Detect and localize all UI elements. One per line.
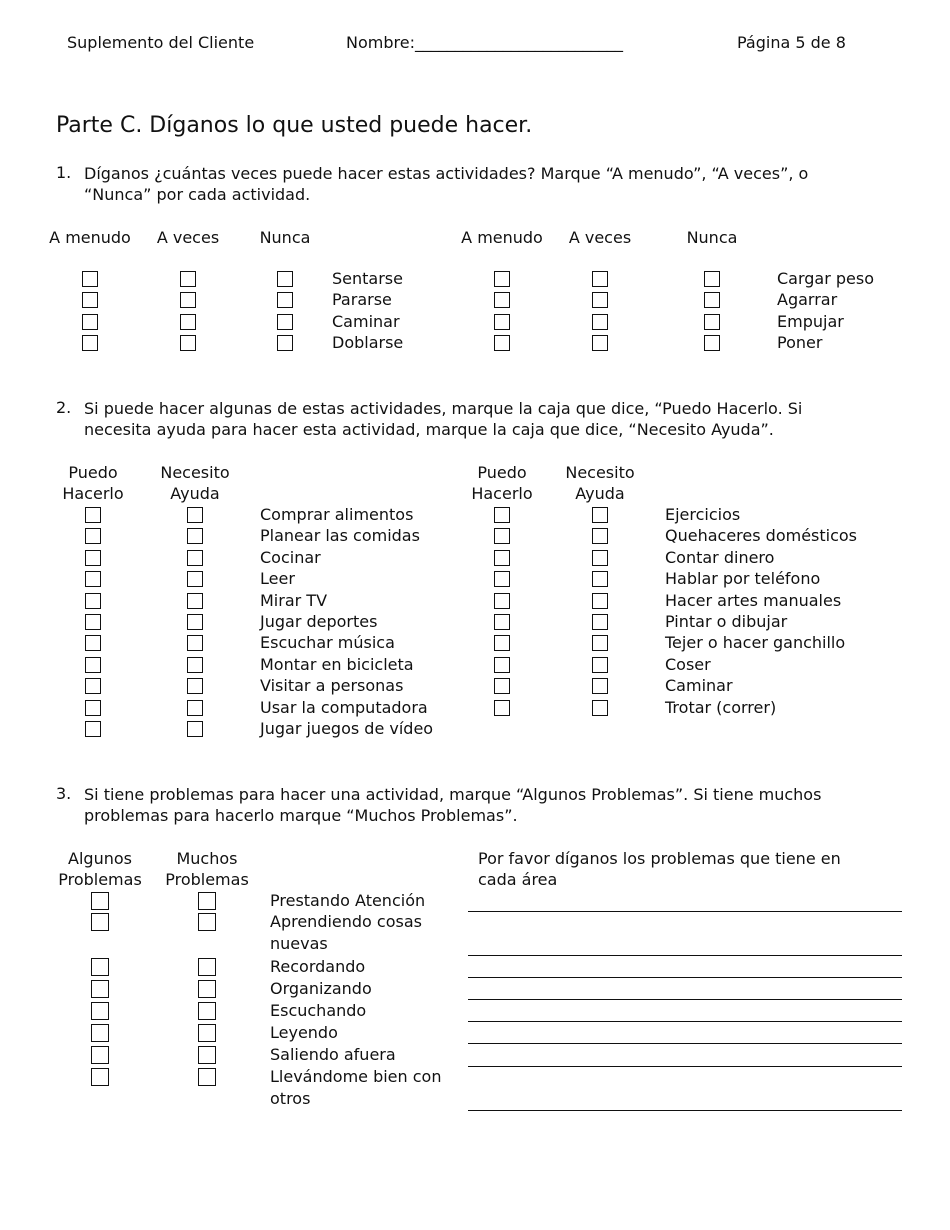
q3-activity-label: Prestando Atención: [270, 891, 426, 910]
answer-line[interactable]: [468, 1021, 902, 1022]
q1-activity-label: Sentarse: [332, 269, 403, 288]
q1-checkbox[interactable]: [277, 335, 293, 351]
q3-checkbox[interactable]: [91, 1046, 109, 1064]
header-form-title: Suplemento del Cliente: [67, 33, 255, 52]
q2-checkbox[interactable]: [494, 614, 510, 630]
q1-checkbox[interactable]: [180, 292, 196, 308]
q1-number: 1.: [56, 163, 72, 182]
q3-activity-label: Recordando: [270, 957, 366, 976]
q2-activity-label: Planear las comidas: [260, 526, 420, 546]
q2-checkbox[interactable]: [85, 507, 101, 523]
q2-checkbox[interactable]: [187, 700, 203, 716]
q2-activity-label: Hablar por teléfono: [665, 569, 821, 589]
q2-checkbox[interactable]: [494, 528, 510, 544]
answer-line[interactable]: [468, 955, 902, 956]
q1-checkbox[interactable]: [180, 314, 196, 330]
q2-checkbox[interactable]: [85, 700, 101, 716]
q2-checkbox[interactable]: [187, 721, 203, 737]
q2-checkbox[interactable]: [187, 657, 203, 673]
q3-checkbox[interactable]: [198, 980, 216, 998]
answer-line[interactable]: [468, 1066, 902, 1067]
q2-checkbox[interactable]: [494, 507, 510, 523]
q1-checkbox[interactable]: [277, 314, 293, 330]
q2-checkbox[interactable]: [592, 657, 608, 673]
q1-checkbox[interactable]: [82, 292, 98, 308]
answer-line[interactable]: [468, 999, 902, 1000]
q3-checkbox[interactable]: [198, 1024, 216, 1042]
header-name-label: Nombre:: [346, 33, 415, 52]
q3-text: Si tiene problemas para hacer una actividad, marque “Algunos Problemas”. Si tiene muchos problemas para hacerlo marque “Muchos Problemas”.: [84, 785, 822, 825]
q2-activity-label: Pintar o dibujar: [665, 612, 788, 631]
q2-checkbox[interactable]: [592, 571, 608, 587]
q2-activity-label: Coser: [665, 654, 711, 674]
q1-activity-label: Doblarse: [332, 332, 404, 352]
answer-line[interactable]: [468, 911, 902, 912]
q1-activity-label: Agarrar: [777, 290, 838, 310]
q2-checkbox[interactable]: [85, 614, 101, 630]
q2-checkbox[interactable]: [494, 550, 510, 566]
q2-activity-label: Trotar (correr): [665, 697, 777, 717]
q2-checkbox[interactable]: [494, 700, 510, 716]
q1-checkbox[interactable]: [180, 271, 196, 287]
q2-column-header: Puedo Hacerlo: [62, 463, 124, 503]
q2-checkbox[interactable]: [187, 550, 203, 566]
q2-column-header: Necesito Ayuda: [565, 463, 635, 503]
q2-activity-label: Visitar a personas: [260, 676, 404, 696]
q2-checkbox[interactable]: [494, 593, 510, 609]
q2-checkbox[interactable]: [187, 635, 203, 651]
header-page-number: Página 5 de 8: [737, 33, 846, 52]
q1-checkbox[interactable]: [704, 271, 720, 287]
q2-activity-label: Jugar juegos de vídeo: [260, 719, 434, 738]
q2-checkbox[interactable]: [187, 593, 203, 609]
q2-activity-label: Comprar alimentos: [260, 505, 414, 524]
header-name-blank[interactable]: __________________________: [414, 33, 623, 52]
q3-checkbox[interactable]: [198, 1002, 216, 1020]
q2-checkbox[interactable]: [592, 635, 608, 651]
q2-checkbox[interactable]: [85, 678, 101, 694]
q2-checkbox[interactable]: [592, 550, 608, 566]
q2-checkbox[interactable]: [592, 614, 608, 630]
q3-prompt: Por favor díganos los problemas que tiene en cada área: [478, 849, 841, 889]
q2-checkbox[interactable]: [187, 614, 203, 630]
q3-activity-label: Leyendo: [270, 1023, 338, 1042]
q3-checkbox[interactable]: [91, 1024, 109, 1042]
q2-checkbox[interactable]: [187, 528, 203, 544]
q3-checkbox[interactable]: [91, 958, 109, 976]
q2-activity-label: Tejer o hacer ganchillo: [665, 633, 846, 653]
q3-checkbox[interactable]: [91, 1068, 109, 1086]
q1-column-header: A veces: [568, 228, 632, 247]
q3-checkbox[interactable]: [91, 913, 109, 931]
q2-checkbox[interactable]: [592, 678, 608, 694]
q1-activity-label: Pararse: [332, 290, 392, 310]
q1-checkbox[interactable]: [82, 271, 98, 287]
q2-checkbox[interactable]: [592, 700, 608, 716]
q2-number: 2.: [56, 398, 72, 417]
q2-activity-label: Caminar: [665, 676, 733, 696]
q1-column-header: A menudo: [49, 228, 131, 247]
q1-checkbox[interactable]: [704, 335, 720, 351]
q2-activity-label: Leer: [260, 569, 295, 589]
q1-checkbox[interactable]: [277, 271, 293, 287]
q2-checkbox[interactable]: [85, 571, 101, 587]
q1-checkbox[interactable]: [82, 335, 98, 351]
q2-checkbox[interactable]: [187, 507, 203, 523]
q1-column-header: Nunca: [686, 228, 738, 247]
q2-activity-label: Hacer artes manuales: [665, 590, 842, 610]
q2-checkbox[interactable]: [85, 635, 101, 651]
q2-activity-label: Usar la computadora: [260, 697, 428, 717]
q2-activity-label: Cocinar: [260, 547, 321, 567]
q1-text: Díganos ¿cuántas veces puede hacer estas actividades? Marque “A menudo”, “A veces”, o “Nunca” por cada actividad.: [84, 164, 809, 204]
q3-checkbox[interactable]: [198, 1068, 216, 1086]
q3-activity-label: Llevándome bien con otros: [270, 1067, 442, 1108]
q3-activity-label: Escuchando: [270, 1001, 367, 1020]
q2-activity-label: Quehaceres domésticos: [665, 526, 858, 546]
q1-activity-label: Poner: [777, 332, 823, 352]
q2-activity-label: Jugar deportes: [260, 612, 378, 631]
section-title: Parte C. Díganos lo que usted puede hacer.: [56, 113, 533, 138]
q3-activity-label: Organizando: [270, 979, 372, 998]
q2-checkbox[interactable]: [592, 593, 608, 609]
q1-checkbox[interactable]: [494, 314, 510, 330]
q2-checkbox[interactable]: [187, 571, 203, 587]
q2-checkbox[interactable]: [187, 678, 203, 694]
q2-checkbox[interactable]: [494, 678, 510, 694]
q1-column-header: Nunca: [259, 228, 311, 247]
q2-text: Si puede hacer algunas de estas actividades, marque la caja que dice, “Puedo Hacerlo. Si necesita ayuda para hacer esta actividad, marque la caja que dice, “Necesito Ayuda”.: [84, 399, 803, 439]
q2-checkbox[interactable]: [85, 593, 101, 609]
q2-checkbox[interactable]: [85, 657, 101, 673]
q2-column-header: Puedo Hacerlo: [471, 463, 533, 503]
q2-checkbox[interactable]: [85, 721, 101, 737]
q3-checkbox[interactable]: [198, 913, 216, 931]
q2-column-header: Necesito Ayuda: [160, 463, 230, 503]
q2-checkbox[interactable]: [85, 550, 101, 566]
q3-checkbox[interactable]: [91, 1002, 109, 1020]
q1-checkbox[interactable]: [494, 335, 510, 351]
q1-checkbox[interactable]: [592, 335, 608, 351]
q3-column-header: Muchos Problemas: [165, 849, 249, 889]
q1-checkbox[interactable]: [180, 335, 196, 351]
q3-column-header: Algunos Problemas: [58, 849, 142, 889]
q2-checkbox[interactable]: [592, 507, 608, 523]
q1-checkbox[interactable]: [494, 271, 510, 287]
q1-checkbox[interactable]: [277, 292, 293, 308]
q2-checkbox[interactable]: [494, 657, 510, 673]
answer-line[interactable]: [468, 977, 902, 978]
q3-activity-label: Aprendiendo cosas nuevas: [270, 912, 422, 953]
q1-activity-label: Empujar: [777, 311, 844, 331]
q2-activity-label: Escuchar música: [260, 633, 395, 653]
q2-checkbox[interactable]: [494, 571, 510, 587]
q2-activity-label: Montar en bicicleta: [260, 654, 414, 674]
answer-line[interactable]: [468, 1110, 902, 1111]
q2-checkbox[interactable]: [85, 528, 101, 544]
header-name-field[interactable]: [346, 33, 623, 52]
q1-checkbox[interactable]: [494, 292, 510, 308]
q2-activity-label: Contar dinero: [665, 547, 775, 567]
q3-number: 3.: [56, 784, 72, 803]
q1-checkbox[interactable]: [82, 314, 98, 330]
q3-checkbox[interactable]: [198, 892, 216, 910]
q1-activity-label: Caminar: [332, 311, 400, 331]
q2-activity-label: Mirar TV: [260, 590, 328, 610]
q3-checkbox[interactable]: [198, 958, 216, 976]
q3-checkbox[interactable]: [91, 892, 109, 910]
q1-checkbox[interactable]: [704, 314, 720, 330]
q1-checkbox[interactable]: [592, 314, 608, 330]
q2-activity-label: Ejercicios: [665, 505, 741, 524]
q3-checkbox[interactable]: [91, 980, 109, 998]
q1-checkbox[interactable]: [704, 292, 720, 308]
q3-checkbox[interactable]: [198, 1046, 216, 1064]
q1-activity-label: Cargar peso: [777, 269, 875, 288]
q3-activity-label: Saliendo afuera: [270, 1045, 396, 1064]
q1-column-header: A veces: [156, 228, 220, 247]
q2-checkbox[interactable]: [494, 635, 510, 651]
answer-line[interactable]: [468, 1043, 902, 1044]
q1-checkbox[interactable]: [592, 271, 608, 287]
q1-checkbox[interactable]: [592, 292, 608, 308]
q1-column-header: A menudo: [461, 228, 543, 247]
q2-checkbox[interactable]: [592, 528, 608, 544]
